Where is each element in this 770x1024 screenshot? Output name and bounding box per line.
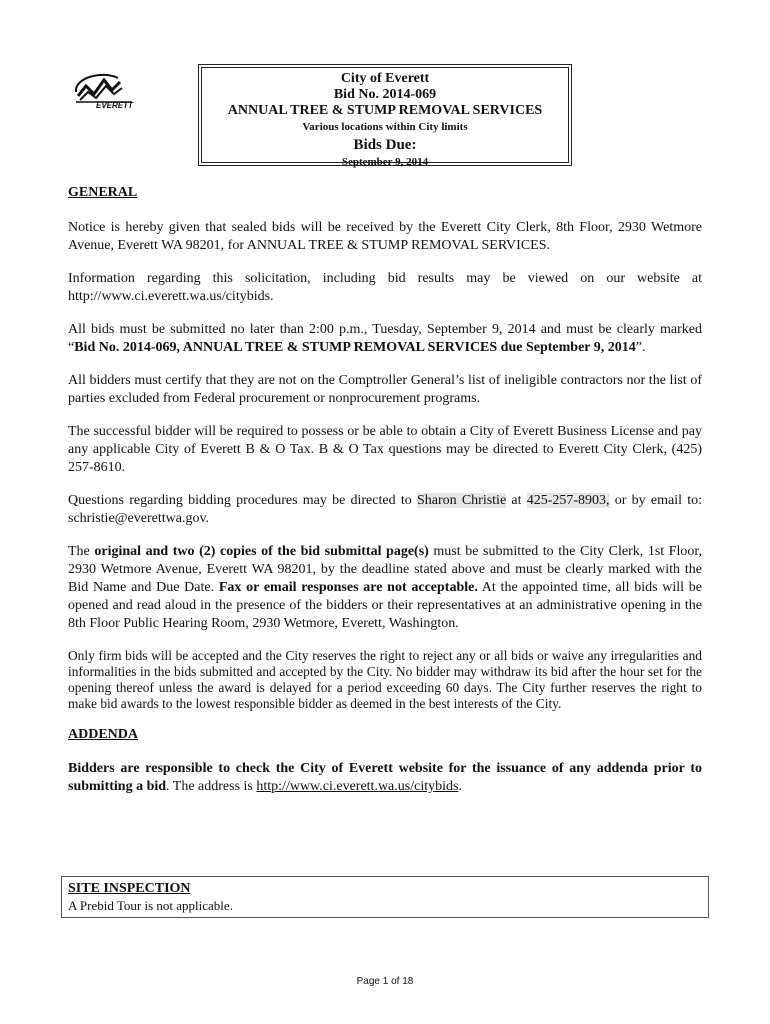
general-heading: GENERAL bbox=[68, 185, 138, 200]
general-paragraph-firm-bids: Only firm bids will be accepted and the City reserves the right to reject any or all bids or waive any irregularities and informalities in the bids submitted and accepted by the City. No bidder may withdraw its bid after the hour set for the opening thereof unless the award is delayed for a period exceeding 60 days. The City further reserves the right to make bid awards to the lowest responsible bidder as deemed in the best interests of the City. bbox=[68, 648, 702, 711]
addenda-heading: ADDENDA bbox=[68, 727, 138, 742]
site-inspection-box bbox=[61, 876, 709, 918]
general-paragraph-info: Information regarding this solicitation, including bid results may be viewed on our website at http://www.ci.everett.wa.us/citybids. bbox=[68, 271, 702, 304]
general-paragraph-certify: All bidders must certify that they are not on the Comptroller General’s list of ineligible contractors nor the list of parties excluded from Federal procurement or nonprocurement programs. bbox=[68, 373, 702, 406]
general-paragraph-questions: Questions regarding bidding procedures may be directed to Sharon Christie at 425-257-8903, or by email to: schristie@everettwa.gov. bbox=[68, 493, 703, 526]
header-title: ANNUAL TREE & STUMP REMOVAL SERVICES bbox=[227, 103, 543, 118]
site-inspection-heading: SITE INSPECTION bbox=[68, 881, 191, 896]
citybids-link[interactable]: http://www.ci.everett.wa.us/citybids bbox=[256, 779, 459, 794]
bid-header-box bbox=[198, 64, 572, 166]
header-bid-number: Bid No. 2014-069 bbox=[333, 87, 437, 102]
header-city: City of Everett bbox=[340, 71, 430, 86]
general-paragraph-license: The successful bidder will be required to possess or be able to obtain a City of Everett Business License and pay any applicable City of Everett B & O Tax. B & O Tax questions may be directed to Everett City Clerk, (425) 257-8610. bbox=[68, 424, 702, 475]
everett-logo bbox=[72, 70, 140, 110]
general-paragraph-notice: Notice is hereby given that sealed bids will be received by the Everett City Clerk, 8th Floor, 2930 Wetmore Avenue, Everett WA 98201, for ANNUAL TREE & STUMP REMOVAL SERVICES. bbox=[68, 220, 702, 253]
document-body bbox=[68, 184, 702, 796]
contact-name: Sharon Christie bbox=[416, 493, 507, 508]
general-paragraph-submittal: The original and two (2) copies of the bid submittal page(s) must be submitted to the City Clerk, 1st Floor, 2930 Wetmore Avenue, Everett WA 98201, by the deadline stated above and must be clearly marked with the Bid Name and Due Date. Fax or email responses are not acceptable. At the appointed time, all bids will be opened and read aloud in the presence of the bidders or their representatives at an administrative opening in the 8th Floor Public Hearing Room, 2930 Wetmore, Everett, Washington. bbox=[68, 544, 703, 631]
svg-text:EVERETT: EVERETT bbox=[96, 101, 133, 110]
page-number: Page 1 of 18 bbox=[356, 976, 414, 987]
site-inspection-text: A Prebid Tour is not applicable. bbox=[68, 898, 233, 913]
header-due-date: September 9, 2014 bbox=[341, 156, 429, 168]
contact-phone: 425-257-8903, bbox=[526, 493, 610, 508]
header-locations: Various locations within City limits bbox=[302, 121, 468, 133]
header-due-label: Bids Due: bbox=[353, 137, 417, 153]
addenda-paragraph: Bidders are responsible to check the City of Everett website for the issuance of any addenda prior to submitting a bid. The address is http://www.ci.everett.wa.us/citybids. bbox=[68, 761, 702, 794]
general-paragraph-deadline: All bids must be submitted no later than 2:00 p.m., Tuesday, September 9, 2014 and must be clearly marked “Bid No. 2014-069, ANNUAL TREE & STUMP REMOVAL SERVICES due September 9, 2014”. bbox=[68, 322, 702, 355]
